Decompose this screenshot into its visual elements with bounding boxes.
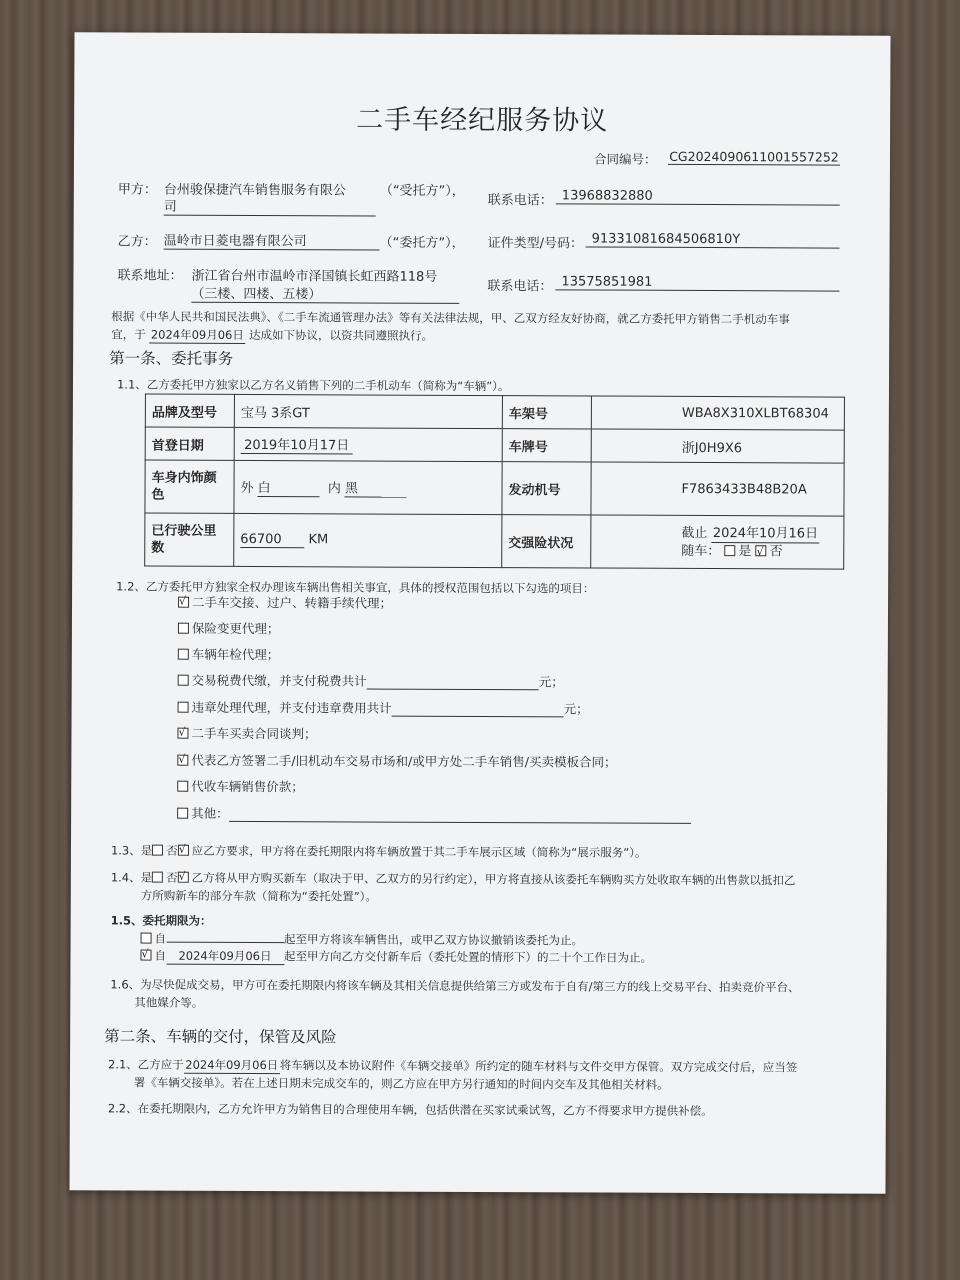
insurance-yes-checkbox[interactable] xyxy=(724,545,735,556)
color-label: 车身内饰颜 色 xyxy=(145,460,234,513)
auth-item-text: 其他： xyxy=(191,805,229,821)
vin-label: 车架号 xyxy=(502,396,591,429)
auth-item-suffix: 元； xyxy=(538,674,564,690)
auth-item-checkbox[interactable] xyxy=(178,649,189,660)
auth-item-checkbox[interactable] xyxy=(177,728,188,739)
party-a-phone: 13968832880 xyxy=(556,188,840,205)
clause-1-4-line2: 方所购新车的部分车款（简称为“委托处置”）。 xyxy=(140,888,377,904)
auth-item xyxy=(177,777,304,796)
party-b-addr-line1: 浙江省台州市温岭市泽国镇长虹西路118号 xyxy=(191,268,438,285)
vehicle-table xyxy=(144,394,845,570)
party-b-id-value: 91331081684506810Y xyxy=(586,231,840,248)
insurance-date: 2024年10月16日 xyxy=(711,525,819,543)
party-a-phone-label: 联系电话： xyxy=(487,193,553,209)
clause-1-6-line2: 其他媒介等。 xyxy=(134,995,204,1010)
clause-1-1: 1.1、乙方委托甲方独家以乙方名义销售下列的二手机动车（简称为“车辆”）。 xyxy=(116,377,510,394)
auth-item-checkbox[interactable] xyxy=(178,675,189,686)
section2-heading: 第二条、车辆的交付，保管及风险 xyxy=(104,1027,337,1047)
auth-item-suffix: 元； xyxy=(563,701,589,717)
c15-opt1-checkbox[interactable] xyxy=(141,933,152,944)
party-b-phone: 13575851981 xyxy=(555,274,839,291)
c13-no-checkbox[interactable] xyxy=(178,845,189,856)
clause-2-1: 2.1、乙方应于2024年09月06日将车辆以及本协议附件《车辆交接单》所约定的随车材料与文件交甲方保管。双方完成交付后，应当签 xyxy=(107,1057,798,1075)
party-b-role: （“委托方”）， xyxy=(379,235,465,251)
auth-item-checkbox[interactable] xyxy=(177,755,188,766)
auth-item-text: 二手车交接、过户、转籍手续代理； xyxy=(192,594,393,611)
insurance-no: 否 xyxy=(769,543,783,559)
km-unit: KM xyxy=(308,532,329,548)
auth-item-text: 违章处理代理，并支付违章费用共计 xyxy=(191,699,392,716)
vin-value: WBA8X310XLBT68304 xyxy=(591,396,844,430)
auth-item xyxy=(177,751,616,771)
engine-label: 发动机号 xyxy=(502,462,591,515)
auth-item xyxy=(178,619,280,637)
section1-heading: 第一条、委托事务 xyxy=(109,349,234,368)
contract-no-label: 合同编号： xyxy=(593,151,657,167)
ext-prefix: 外 xyxy=(240,480,254,497)
insurance-no-checkbox[interactable] xyxy=(756,545,767,556)
c15-opt2-checkbox[interactable] xyxy=(140,950,151,961)
party-a-role: （“受托方”）， xyxy=(379,183,465,199)
brand-label: 品牌及型号 xyxy=(145,394,234,427)
plate-value: 浙J0H9X6 xyxy=(591,429,844,463)
contract-no-value: CG2024090611001557252 xyxy=(669,148,839,165)
int-prefix: 内 xyxy=(327,481,341,497)
auth-item-text: 代收车辆销售价款； xyxy=(191,778,304,795)
auth-item xyxy=(178,698,589,718)
auth-item-text: 代表乙方签署二手/旧机动车交易市场和/或甲方处二手车销售/买卖模板合同； xyxy=(191,752,617,770)
auth-item-blank[interactable] xyxy=(392,701,564,718)
auth-item-text: 保险变更代理； xyxy=(191,620,280,637)
int-color: 黑 xyxy=(345,477,407,497)
preamble-a: 宜，于 xyxy=(111,327,146,342)
c13-yes-checkbox[interactable] xyxy=(152,845,163,856)
preamble-line1: 根据《中华人民共和国民法典》、《二手车流通管理办法》等有关法律法规，甲、乙双方经友好协商，就乙方委托甲方销售二手机动车事 xyxy=(111,309,790,327)
party-b-addr-line2: （三楼、四楼、五楼） xyxy=(191,283,459,304)
clause-1-3: 1.3、是 否√ 应乙方要求，甲方将在委托期限内将车辆放置于其二手车展示区域（简称为“展示服务”）。 xyxy=(111,842,647,860)
party-b-name: 温岭市日菱电器有限公司 xyxy=(164,230,380,251)
insurance-label: 交强险状况 xyxy=(502,515,591,568)
party-b-addr-label: 联系地址： xyxy=(117,268,183,284)
party-a-name-line1: 台州骏保捷汽车销售服务有限公 xyxy=(163,182,346,199)
clause-1-5-opt2: √自 2024年09月06日 起至甲方向乙方交付新车后（委托处置的情形下）的二十个工作日为止。 xyxy=(140,948,652,967)
auth-item-checkbox[interactable] xyxy=(178,702,189,713)
auth-item-text: 车辆年检代理； xyxy=(191,646,280,663)
km-label: 已行驶公里 数 xyxy=(145,513,234,566)
auth-item-checkbox[interactable] xyxy=(178,623,189,634)
insurance-with: 随车： xyxy=(681,543,721,559)
auth-item xyxy=(177,724,316,743)
clause-1-4: 1.4、是 否√ 乙方将从甲方购买新车（取决于甲、乙双方的另行约定），甲方将直接从该委托车辆购买方处收取车辆的出售款以抵扣乙 xyxy=(111,869,796,888)
auth-item-text: 二手车买卖合同谈判； xyxy=(191,725,317,742)
clause-1-5-opt1: 自 起至甲方将该车辆售出，或甲乙双方协议撤销该委托为止。 xyxy=(141,931,584,949)
brand-value: 宝马 3系GT xyxy=(234,394,502,428)
preamble-date: 2024年09月06日 xyxy=(149,327,245,344)
party-b-id-label: 证件类型/号码： xyxy=(487,236,584,252)
clause-1-5-heading: 1.5、委托期限为： xyxy=(110,913,212,928)
km-value: 66700 xyxy=(240,532,304,548)
plate-label: 车牌号 xyxy=(502,429,591,462)
c14-no-checkbox[interactable] xyxy=(178,872,189,883)
auth-item-checkbox[interactable] xyxy=(177,781,188,792)
auth-item xyxy=(178,645,280,663)
auth-item-blank[interactable] xyxy=(367,674,539,691)
reg-value: 2019年10月17日 xyxy=(241,434,353,454)
auth-item xyxy=(178,671,564,691)
clause-1-6-line1: 1.6、为尽快促成交易，甲方可在委托期限内将该车辆及其相关信息提供给第三方或发布于自有/第三方的线上交易平台、拍卖竞价平台、 xyxy=(110,977,800,995)
c14-yes-checkbox[interactable] xyxy=(152,872,163,883)
engine-value: F7863433B48B20A xyxy=(591,462,844,516)
auth-item xyxy=(177,804,691,824)
document-title: 二手车经纪服务协议 xyxy=(356,104,609,137)
party-b-label: 乙方： xyxy=(117,234,157,250)
clause-1-2: 1.2、乙方委托甲方独家全权办理该车辆出售相关事宜，具体的授权范围包括以下勾选的项目： xyxy=(116,579,595,596)
reg-label: 首登日期 xyxy=(145,427,234,460)
party-b-phone-label: 联系电话： xyxy=(487,279,553,295)
party-a-name-line2: 司 xyxy=(164,196,376,217)
insurance-prefix: 截止 xyxy=(681,525,708,541)
auth-item-text: 交易税费代缴，并支付税费共计 xyxy=(191,672,367,689)
auth-item-blank[interactable] xyxy=(229,806,691,824)
auth-item xyxy=(178,593,392,612)
party-a-label: 甲方： xyxy=(117,182,157,198)
auth-item-checkbox[interactable] xyxy=(178,597,189,608)
clause-2-2: 2.2、在委托期限内，乙方允许甲方为销售目的合理使用车辆，包括供潜在买家试乘试驾，乙方不得要求甲方提供补偿。 xyxy=(107,1101,713,1119)
insurance-yes: 是 xyxy=(738,543,752,559)
preamble-b: 达成如下协议，以资共同遵照执行。 xyxy=(248,327,434,343)
auth-item-checkbox[interactable] xyxy=(177,808,188,819)
ext-color: 白 xyxy=(258,477,320,497)
contract-paper xyxy=(69,32,890,1194)
clause-2-1-line2: 署《车辆交接单》。若在上述日期未完成交车的，则乙方应在甲方另行通知的时间内交车及其他相关材料。 xyxy=(133,1075,669,1092)
